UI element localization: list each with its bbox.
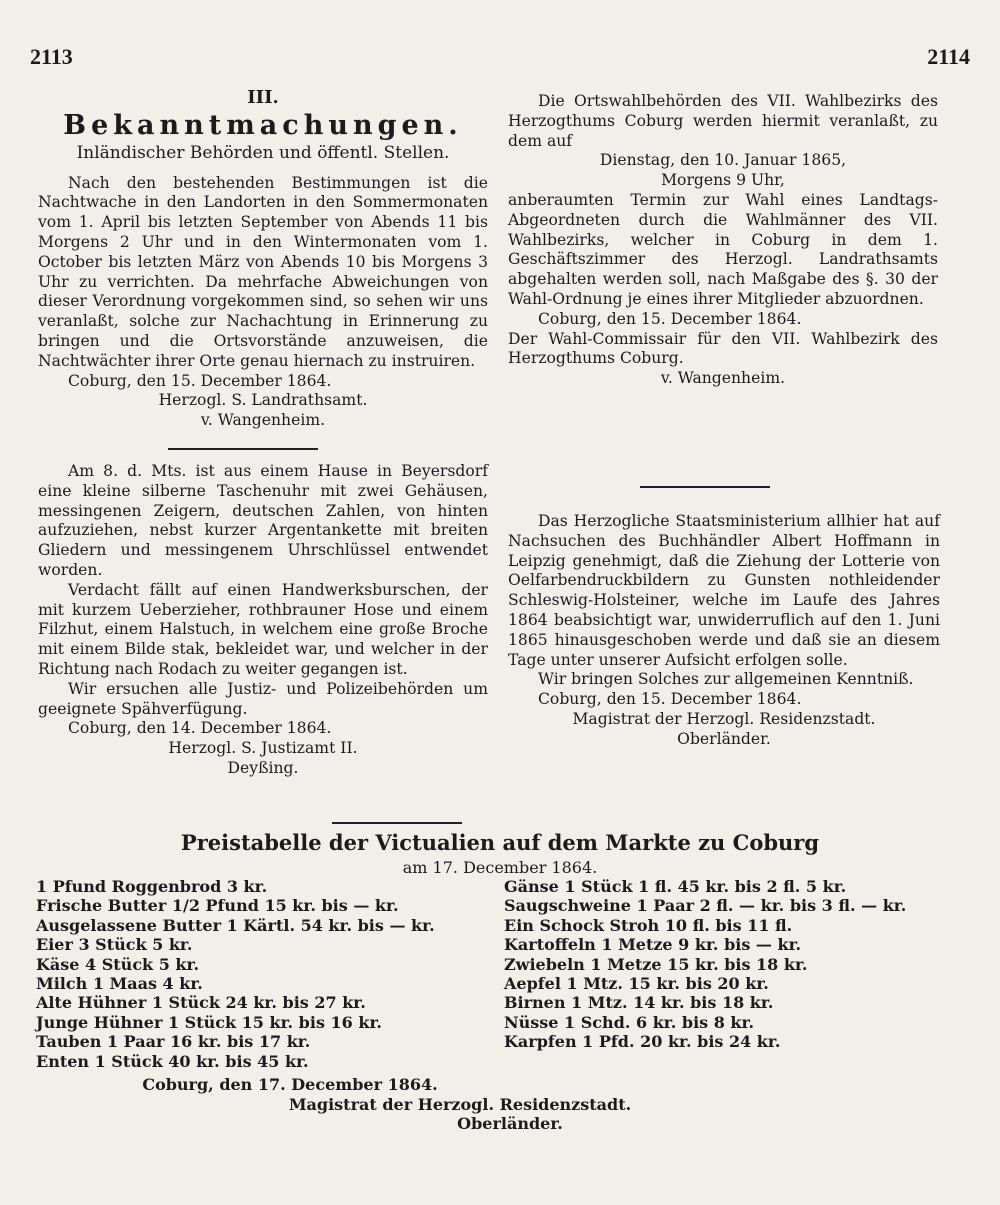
notice-lottery-date: Coburg, den 15. December 1864. — [538, 690, 802, 709]
list-item: Frische Butter 1/2 Pfund 15 kr. bis — kr. — [36, 896, 399, 916]
notice-lottery-body: Das Herzogliche Staatsministerium allhier hat auf Nachsuchen des Buchhändler Albert Hoffmann in Leipzig genehmigt, daß die Ziehung der Lotterie von Oelfarbendruckbildern zu Gunsten nothleidender Schleswig-Holsteiner, welche im Laufe des Jahres 1864 beabsichtigt war, unwiderruflich auf den 1. Juni 1865 hinausgeschoben werde und daß sie an diesem Tage unter unserer Aufsicht erfolgen solle. — [508, 512, 940, 669]
list-item: Karpfen 1 Pfd. 20 kr. bis 24 kr. — [504, 1032, 781, 1052]
notice-election-body: anberaumten Termin zur Wahl eines Landtags-Abgeordneten durch die Wahlmänner des VII. Wahlbezirks, welcher in Coburg in dem 1. Geschäftszimmer des Herzogl. Landrathsamts abgehalten werden soll, nach Maßgabe des §. 30 der Wahl-Ordnung je eines ihrer Mitglieder abzuordnen. — [508, 190, 938, 308]
section-subheading: Inländischer Behörden und öffentl. Stellen. — [76, 142, 450, 163]
divider-right — [640, 486, 770, 488]
list-item: Ausgelassene Butter 1 Kärtl. 54 kr. bis — kr. — [36, 915, 435, 935]
price-table-footer-signer: Oberländer. — [457, 1114, 563, 1133]
notice-nightwatch-date: Coburg, den 15. December 1864. — [68, 371, 332, 390]
list-item: Alte Hühner 1 Stück 24 kr. bis 27 kr. — [36, 993, 366, 1013]
notice-election-intro: Die Ortswahlbehörden des VII. Wahlbezirks des Herzogthums Coburg werden hiermit veranlaßt, zu dem auf — [508, 92, 938, 150]
divider-center — [332, 822, 462, 824]
list-item: Tauben 1 Paar 16 kr. bis 17 kr. — [36, 1032, 311, 1052]
notice-theft-body1: Am 8. d. Mts. ist aus einem Hause in Beyersdorf eine kleine silberne Taschenuhr mit zwei Gehäusen, messingenen Zeigern, deutschen Zahlen, von hinten aufzuziehen, nebst kurzer Argentankette mit breiten Gliedern und messingenem Uhrschlüssel entwendet worden. — [38, 462, 488, 579]
notice-election-signer: v. Wangenheim. — [660, 369, 786, 388]
price-table-date: am 17. December 1864. — [402, 858, 598, 877]
notice-theft-date: Coburg, den 14. December 1864. — [68, 719, 332, 738]
price-table-title: Preistabelle der Victualien auf dem Markte zu Coburg — [180, 830, 820, 855]
list-item: Gänse 1 Stück 1 fl. 45 kr. bis 2 fl. 5 kr. — [504, 877, 847, 896]
divider-left — [168, 448, 318, 450]
notice-theft-body2: Verdacht fällt auf einen Handwerksburschen, der mit kurzem Ueberzieher, rothbrauner Hose und einem Filzhut, einem Halstuch, in welchem eine große Broche mit einem Bilde stak, bekleidet war, und welcher in der Richtung nach Rodach zu weiter gegangen ist. — [38, 580, 488, 678]
notice-election-office: Der Wahl-Commissair für den VII. Wahlbezirk des Herzogthums Coburg. — [508, 329, 938, 368]
list-item: 1 Pfund Roggenbrod 3 kr. — [36, 877, 268, 896]
notice-nightwatch-signer: v. Wangenheim. — [200, 411, 326, 430]
section-number: III. — [247, 87, 279, 108]
notice-lottery — [508, 512, 940, 750]
list-item: Käse 4 Stück 5 kr. — [36, 954, 200, 974]
notice-lottery-office: Magistrat der Herzogl. Residenzstadt. — [572, 709, 876, 728]
notice-theft-body3: Wir ersuchen alle Justiz- und Polizeibehörden um geeignete Spähverfügung. — [38, 679, 488, 718]
list-item: Ein Schock Stroh 10 fl. bis 11 fl. — [504, 915, 793, 935]
notice-theft-office: Herzogl. S. Justizamt II. — [168, 739, 358, 758]
list-item: Eier 3 Stück 5 kr. — [36, 935, 193, 955]
price-list-right — [504, 877, 974, 1052]
left-column — [38, 88, 488, 431]
notice-theft-signer: Deyßing. — [227, 758, 299, 777]
list-item: Birnen 1 Mtz. 14 kr. bis 18 kr. — [504, 993, 774, 1013]
list-item: Enten 1 Stück 40 kr. bis 45 kr. — [36, 1051, 309, 1071]
page-number-right: 2114 — [927, 44, 970, 69]
list-item: Saugschweine 1 Paar 2 fl. — kr. bis 3 fl. — kr. — [504, 896, 907, 916]
notice-election-date-line1: Dienstag, den 10. Januar 1865, — [599, 151, 847, 170]
notice-theft — [38, 462, 488, 779]
notice-lottery-closing: Wir bringen Solches zur allgemeinen Kenntniß. — [538, 670, 914, 689]
price-list-left — [36, 877, 496, 1071]
notice-election-date-line2: Morgens 9 Uhr, — [661, 171, 785, 190]
notice-lottery-signer: Oberländer. — [677, 729, 771, 748]
price-table-footer-office: Magistrat der Herzogl. Residenzstadt. — [288, 1095, 632, 1114]
list-item: Nüsse 1 Schd. 6 kr. bis 8 kr. — [504, 1012, 755, 1032]
list-item: Kartoffeln 1 Metze 9 kr. bis — kr. — [504, 935, 802, 955]
right-column — [508, 92, 938, 389]
notice-election-date: Coburg, den 15. December 1864. — [538, 309, 802, 328]
notice-nightwatch-office: Herzogl. S. Landrathsamt. — [158, 391, 368, 410]
list-item: Zwiebeln 1 Metze 15 kr. bis 18 kr. — [504, 954, 808, 974]
section-heading: Bekanntmachungen. — [63, 109, 463, 141]
list-item: Milch 1 Maas 4 kr. — [36, 974, 203, 994]
list-item: Aepfel 1 Mtz. 15 kr. bis 20 kr. — [504, 974, 769, 994]
page-number-left: 2113 — [30, 44, 73, 69]
notice-nightwatch-body: Nach den bestehenden Bestimmungen ist die Nachtwache in den Landorten in den Sommermonaten vom 1. April bis letzten September von Abends 11 bis Morgens 2 Uhr und in den Wintermonaten vom 1. October bis letzten März von Abends 10 bis Morgens 3 Uhr zu verrichten. Da mehrfache Abweichungen von dieser Verordnung vorgekommen sind, so sehen wir uns veranlaßt, solche zur Nachachtung in Erinnerung zu bringen und die Ortsvorstände anzuweisen, die Nachtwächter ihrer Orte genau hiernach zu instruiren. — [38, 173, 488, 370]
list-item: Junge Hühner 1 Stück 15 kr. bis 16 kr. — [36, 1012, 382, 1032]
price-table-footer-date: Coburg, den 17. December 1864. — [142, 1075, 438, 1094]
